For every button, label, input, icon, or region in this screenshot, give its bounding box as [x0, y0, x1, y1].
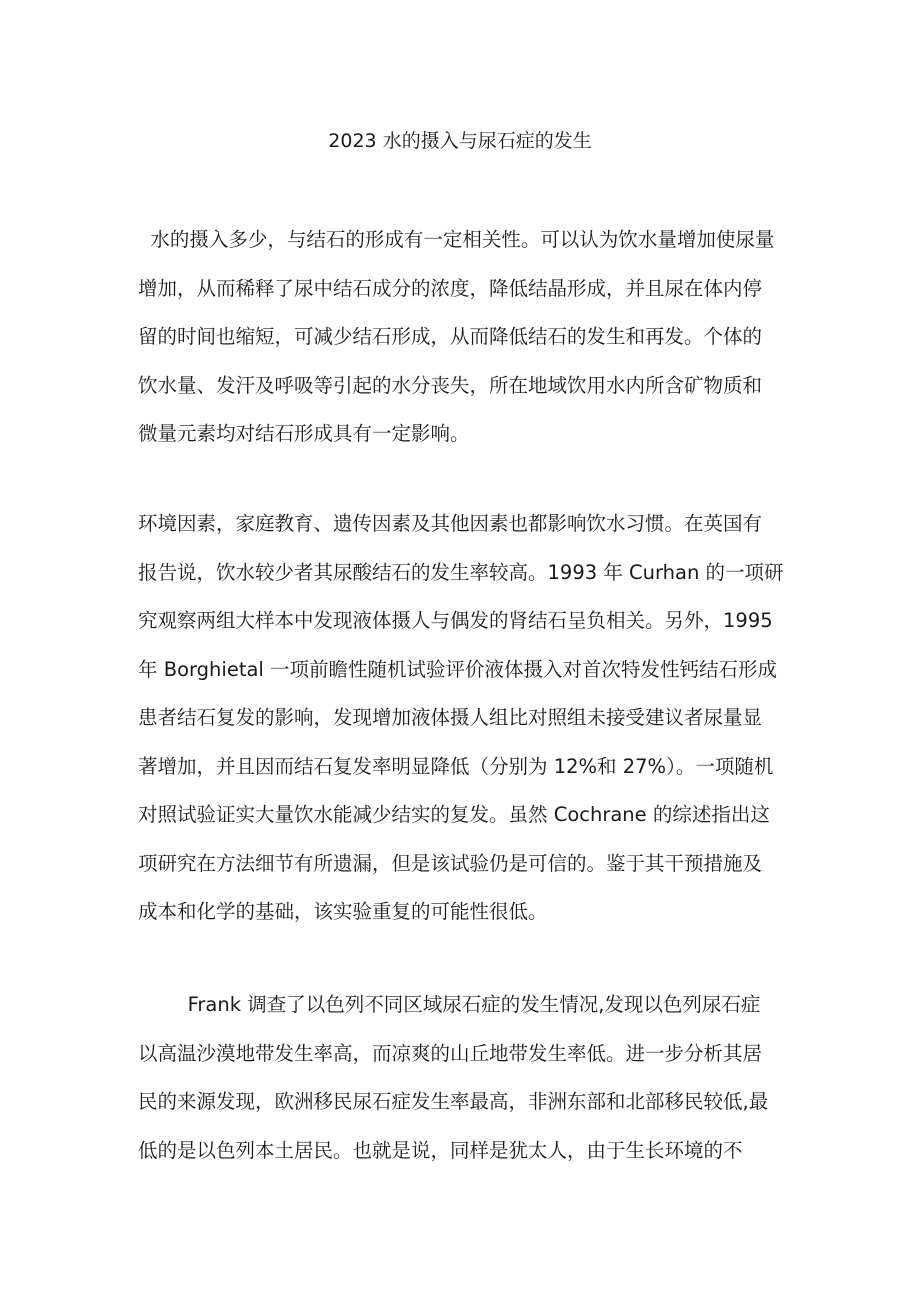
paragraph-line: 著增加，并且因而结石复发率明显降低（分别为 12%和 27%）。一项随机	[138, 754, 774, 778]
paragraph-line: 饮水量、发汗及呼吸等引起的水分丧失，所在地域饮用水内所含矿物质和	[138, 373, 763, 397]
paragraph-line: 增加，从而稀释了尿中结石成分的浓度，降低结晶形成，并且尿在体内停	[138, 276, 763, 300]
paragraph-line: 低的是以色列本土居民。也就是说，同样是犹太人，由于生长环境的不	[138, 1138, 743, 1162]
paragraph-line: 留的时间也缩短，可减少结石形成，从而降低结石的发生和再发。个体的	[138, 325, 763, 348]
paragraph-line: 水的摄入多少，与结石的形成有一定相关性。可以认为饮水量增加使尿量	[138, 228, 775, 251]
paragraph-line: 环境因素，家庭教育、遗传因素及其他因素也都影响饮水习惯。在英国有	[138, 512, 763, 535]
paragraph-line: 究观察两组大样本中发现液体摄人与偶发的肾结石呈负相关。另外，1995	[138, 609, 773, 632]
paragraph-environment-factors	[138, 500, 798, 937]
paragraph-line: 以高温沙漠地带发生率高，而凉爽的山丘地带发生率低。进一步分析其居	[138, 1041, 763, 1065]
paragraph-line: 年 Borghietal 一项前瞻性随机试验评价液体摄入对首次特发性钙结石形成	[138, 657, 778, 681]
paragraph-line: 成本和化学的基础，该实验重复的可能性很低。	[138, 900, 548, 923]
paragraph-line: 患者结石复发的影响，发现增加液体摄人组比对照组未接受建议者尿量显	[138, 706, 763, 729]
paragraph-line: 项研究在方法细节有所遗漏，但是该试验仍是可信的。鉴于其干预措施及	[138, 851, 763, 875]
paragraph-line: 对照试验证实大量饮水能减少结实的复发。虽然 Cochrane 的综述指出这	[138, 803, 770, 826]
paragraph-line: 报告说，饮水较少者其尿酸结石的发生率较高。1993 年 Curhan 的一项研	[138, 560, 784, 584]
document-title: 2023 水的摄入与尿石症的发生	[328, 130, 592, 152]
paragraph-line: Frank 调查了以色列不同区域尿石症的发生情况,发现以色列尿石症	[138, 993, 761, 1016]
paragraph-water-intake	[138, 216, 798, 459]
paragraph-line: 民的来源发现，欧洲移民尿石症发生率最高，非洲东部和北部移民较低,最	[138, 1090, 769, 1113]
paragraph-line: 微量元素均对结石形成具有一定影响。	[138, 422, 470, 445]
paragraph-frank-study	[138, 981, 798, 1175]
